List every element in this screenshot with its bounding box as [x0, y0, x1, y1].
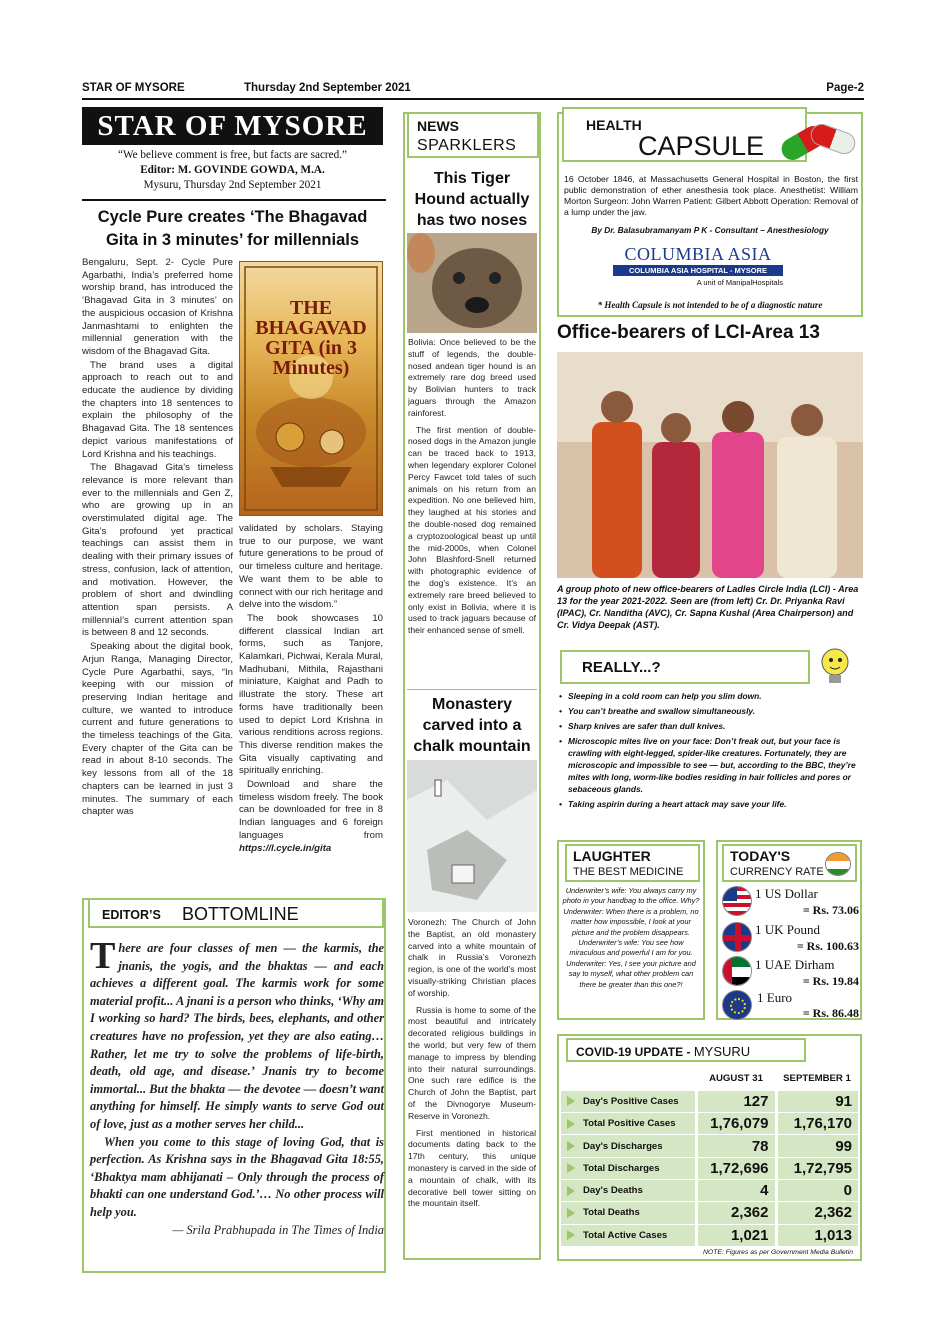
covid-row — [561, 1179, 858, 1201]
columbia-asia-logo — [613, 244, 783, 287]
arrow-icon — [567, 1186, 575, 1196]
covid-row-label — [561, 1179, 696, 1201]
lci-caption: A group photo of new office-bearers of Ladles Circle India (LCI) - Area 13 for the year 2021-2022. Seen are (from left) Cr. Dr. Priyanka Ravi (IPAC), Cr. Nanditha (AVC), Cr. Sapna Kushal (Area Chairperson) and Cr. Vidya Deepak (AST). — [557, 584, 859, 630]
story2-title: Monastery carved into a chalk mountain — [413, 696, 531, 755]
covid-value-sep1: 1,013 — [776, 1224, 858, 1246]
covid-label-sep: - — [683, 1045, 694, 1059]
currency-unit: 1 Euro — [757, 990, 793, 1005]
covid-label-bold: COVID-19 UPDATE — [576, 1045, 684, 1059]
currency-value: = Rs. 19.84 — [802, 974, 859, 988]
lightbulb-icon — [812, 642, 858, 688]
covid-rows — [561, 1090, 858, 1246]
currency-value: = Rs. 86.48 — [802, 1006, 859, 1020]
really-list — [558, 690, 862, 813]
covid-value-aug31: 78 — [696, 1135, 776, 1157]
currency-unit: 1 UK Pound — [755, 922, 821, 937]
pill-icon — [780, 118, 862, 166]
currency-value: = Rs. 100.63 — [796, 939, 859, 953]
sparklers-label: SPARKLERS — [417, 137, 517, 154]
covid-row-label — [561, 1157, 696, 1179]
covid-row-label — [561, 1202, 696, 1224]
covid-row — [561, 1135, 858, 1157]
health-byline: By Dr. Balasubramanyam P K - Consultant – Anesthesiology — [591, 225, 829, 235]
page-header — [82, 80, 864, 100]
arrow-icon — [567, 1141, 575, 1151]
monastery-photo — [407, 760, 537, 912]
covid-value-sep1: 2,362 — [776, 1202, 858, 1224]
covid-row-label — [561, 1090, 696, 1112]
covid-row-label-text: Day's Discharges — [583, 1140, 663, 1152]
story2-para: Voronezh: The Church of John the Baptist, an old monastery carved into a white mountain of chalk in Russia’s Voronezh region, is one of the world’s most visually-striking Christian places of worship. — [408, 917, 536, 998]
todays-label: TODAY'S — [730, 848, 791, 864]
covid-row-label — [561, 1224, 696, 1246]
covid-row-label-text: Day's Positive Cases — [583, 1095, 679, 1107]
story-divider — [407, 689, 537, 690]
header-page-number: Page-2 — [826, 82, 864, 94]
covid-value-aug31: 4 — [696, 1179, 776, 1201]
really-header — [560, 650, 810, 684]
covid-value-sep1: 99 — [776, 1135, 858, 1157]
lead-para — [239, 779, 383, 855]
covid-col-aug31: AUGUST 31 — [696, 1068, 776, 1090]
really-item: • You can’t breathe and swallow simultaneously. — [558, 705, 862, 717]
arrow-icon — [567, 1208, 575, 1218]
laughter-header — [565, 844, 700, 882]
covid-row — [561, 1202, 858, 1224]
logo-hospital: COLUMBIA ASIA HOSPITAL - MYSORE — [613, 265, 783, 276]
covid-place: MYSURU — [693, 1044, 751, 1059]
covid-row-label — [561, 1113, 696, 1135]
covid-row-label-text: Total Deaths — [583, 1207, 640, 1219]
dropcap: T — [90, 935, 116, 977]
lead-column-2 — [239, 523, 383, 856]
health-text: 16 October 1846, at Massachusetts General Hospital in Boston, the first public demonstration of ether anesthesia took place. Anesthetist: William Morton Surgeon: John Warren Patient: Gilbert Abbott Operation: Removal of a lump under the jaw. — [564, 174, 858, 217]
lead-para: The book showcases 10 different classical Indian art forms, such as Tanjore, Kalamkari, Pichwai, Kerala Mural, Madhubani, Mithila, Rajasthani miniature, Kaighat and Padh to illustrate the story. These art forms have traditionally been used to depict Lord Krishna in various renditions across regions. This diverse rendition makes the Gita visually captivating and spiritually enriching. — [239, 612, 383, 777]
best-medicine-label: THE BEST MEDICINE — [573, 866, 684, 878]
currency-unit: 1 US Dollar — [755, 886, 818, 901]
covid-col-sep1: SEPTEMBER 1 — [776, 1068, 858, 1090]
covid-row-label-text: Total Positive Cases — [583, 1118, 676, 1130]
arrow-icon — [567, 1119, 575, 1129]
story1-body — [408, 337, 536, 642]
lead-para: Speaking about the digital book, Arjun Ranga, Managing Director, Cycle Pure Agarbathi, says, “In keeping with our mission of preserving Indian heritage and culture, we wanted to introduce current and future generations to the timeless teachings of the Gita. Every chapter of the Gita can be read in about 8-10 seconds. The key lessons from all of the 18 chapters can be learned in just 3 minutes. The summary of each chapter was — [82, 641, 233, 818]
capsule-label: CAPSULE — [638, 131, 765, 161]
arrow-icon — [567, 1230, 575, 1240]
uae-flag-icon — [722, 956, 752, 986]
currency-rate-label: CURRENCY RATE — [730, 866, 824, 878]
news-label: NEWS — [417, 118, 459, 134]
really-item: • Taking aspirin during a heart attack may save your life. — [558, 798, 862, 810]
really-item: • Sleeping in a cold room can help you slim down. — [558, 690, 862, 702]
laughter-label: LAUGHTER — [573, 848, 651, 864]
covid-value-sep1: 1,76,170 — [776, 1113, 858, 1135]
currency-header — [722, 844, 857, 882]
group-photo-image — [557, 352, 863, 578]
health-disclaimer: * Health Capsule is not intended to be of a diagnostic nature — [597, 300, 823, 310]
covid-row — [561, 1224, 858, 1246]
lci-group-photo — [557, 352, 863, 578]
slogan: “We believe comment is free, but facts are sacred.” — [118, 149, 347, 161]
covid-value-sep1: 91 — [776, 1090, 858, 1112]
lead-para: The Bhagavad Gita’s timeless relevance is more relevant than ever to the millennials and Gen Z, who are growing up in an overstimulated digital age. The Gita’s profound yet practical teachings can assist them in dealing with their primary issues of stress, confusion, lack of attention, and motivation. However, the problem of short and dwindling attention span persists. A millennial’s current attention span is between 8 and 12 seconds. — [82, 462, 233, 639]
place-date: Mysuru, Thursday 2nd September 2021 — [143, 179, 322, 191]
story1-para: Bolivia: Once believed to be the stuff of legends, the double-nosed andean tiger hound is an extremely rare dog breed used by Bolivian hunters to track jaguars through the Amazon rainforest. — [408, 337, 536, 418]
arrow-icon — [567, 1096, 575, 1106]
gita-cover-title: THE BHAGAVAD GITA (in 3 Minutes) — [255, 297, 367, 379]
covid-note: NOTE: Figures as per Government Media Bulletin — [703, 1249, 853, 1256]
really-item: • Sharp knives are safer than dull knives. — [558, 720, 862, 732]
currency-value: = Rs. 73.06 — [802, 903, 859, 917]
gita-book-cover — [239, 261, 383, 516]
covid-row — [561, 1113, 858, 1135]
covid-row-label-text: Total Active Cases — [583, 1229, 668, 1241]
covid-value-aug31: 1,72,696 — [696, 1157, 776, 1179]
news-sparklers-header — [407, 112, 539, 158]
masthead-info — [82, 148, 383, 193]
lead-headline: Cycle Pure creates ‘The Bhagavad Gita in 3 minutes’ for millennials — [97, 208, 368, 249]
covid-value-aug31: 127 — [696, 1090, 776, 1112]
arrow-icon — [567, 1163, 575, 1173]
covid-label — [576, 1044, 750, 1059]
story2-para: Russia is home to some of the most beautiful and intricately decorated religious buildings in the world, but very few of them manage to impress by blending into their natural surroundings. One such rare edifice is the Church of John the Baptist, part of the Divnogorye Museum-Reserve in Voronezh. — [408, 1004, 536, 1121]
covid-value-sep1: 0 — [776, 1179, 858, 1201]
masthead-title: STAR OF MYSORE — [82, 107, 383, 145]
editor-bottomline-text — [90, 935, 384, 1239]
covid-row-label-text: Day's Deaths — [583, 1185, 643, 1197]
tiger-hound-photo — [407, 233, 537, 333]
health-capsule-header — [562, 107, 807, 162]
lead-para: validated by scholars. Staying true to our purpose, we want future generations to be proud of our timeless culture and heritage. We want them to be able to connect with our rich heritage and delve into the wisdom.” — [239, 523, 383, 611]
editor-label-bold: EDITOR’S — [102, 908, 161, 922]
really-label: REALLY...? — [582, 659, 661, 676]
editor-para-1: here are four classes of men — the karmis, the jnanis, the yogis, and the bhaktas — and each achieves a different goal. The karmis work for some material profit... A jnani is a person who thinks, ‘Why am I working so hard? The birds, bees, elephants, and other creatures have no profession, yet they are also eating… Rather, let me try to solve the problems of life-birth, death, old age, and disease.’ Jnanis try to become immortal... But the bhakta — the devotee — doesn’t want anything for himself. He simply wants to serve God out of love, just as a mother serves her child... — [90, 941, 384, 1131]
story1-para: The first mention of double-nosed dogs in the Amazon jungle can be traced back to 1913, when legendary explorer Colonel Percy Fawcet told tales of such animals on his return from an expedition. No one believed him, they laughed at his stories and the double-nosed dog remained a cryptozoological beast up until the mid-2000s, when Colonel John Blashford-Snell returned with photographic evidence of the dog’s existence. It’s an extremely rare breed believed to only exist in Bolivia, where it is used to track jaguars because of their enhanced sense of smell. — [408, 424, 536, 636]
header-date: Thursday 2nd September 2021 — [244, 82, 411, 94]
editor-line: Editor: M. GOVINDE GOWDA, M.A. — [140, 164, 325, 176]
story1-title: This Tiger Hound actually has two noses — [414, 170, 530, 229]
uk-flag-icon — [722, 922, 752, 952]
covid-value-aug31: 2,362 — [696, 1202, 776, 1224]
covid-value-sep1: 1,72,795 — [776, 1157, 858, 1179]
logo-unit: A unit of ManipalHospitals — [696, 278, 783, 287]
covid-row — [561, 1157, 858, 1179]
story2-para: First mentioned in historical documents dating back to the 17th century, this unique monastery is carved in the side of a mountain of chalk, with its decorative bell tower sitting on the mountain itself. — [408, 1127, 537, 1209]
covid-value-aug31: 1,76,079 — [696, 1113, 776, 1135]
header-paper-name: STAR OF MYSORE — [82, 82, 185, 94]
editor-attribution: — Srila Prabhupada in The Times of India — [172, 1222, 384, 1237]
covid-row-label-text: Total Discharges — [583, 1162, 660, 1174]
lead-para: Bengaluru, Sept. 2- Cycle Pure Agarbathi, India’s preferred home worship brand, has introduced the ‘Bhagavad Gita in 3 minutes’ on the auspicious occasion of Krishna Janmashtami to enlighten the millennial generation with the wisdom of the Bhagavad Gita. — [82, 257, 233, 357]
lead-para: The brand uses a digital approach to reach out to and educate the audience by dividing the chapters into 18 sentences to explain the philosophy of the Bhagavad Gita. The 18 sentences depict various manifestations of Lord Krishna and his teachings. — [82, 359, 233, 460]
covid-row-label — [561, 1135, 696, 1157]
laughter-joke: Underwriter’s wife: You always carry my photo in your handbag to the office. Why? Underwriter: When there is a problem, no matter how impossible, I look at your picture and the problem disappears. Underwriter’s wife: You see how miraculous and powerful I am for you. Underwriter: Yes, I see your picture and say to myself, what other problem can there be greater than this one?! — [562, 886, 700, 989]
currency-unit: 1 UAE Dirham — [755, 957, 835, 972]
editor-para-2: When you come to this stage of loving God, that is perfection. As Krishna says in the Bhagavad Gita 18:55, ‘Bhaktya mam abhijanati – Only through the process of bhakti can one understand God.’… No other process will help you. — [90, 1134, 384, 1219]
lead-column-1 — [82, 257, 233, 820]
india-flag-icon — [825, 852, 851, 876]
logo-brand: COLUMBIA ASIA — [624, 244, 772, 264]
covid-table — [561, 1068, 858, 1247]
really-item: • Microscopic mites live on your face: Don’t freak out, but your face is crawling with eight-legged, spider-like creatures. Fortunately, they are microscopic and impossible to see — but, according to the BBC, they’re mites with long, worm-like bodies residing in hair follicles and pores or sebaceous glands. — [558, 735, 862, 795]
covid-row — [561, 1090, 858, 1112]
editor-label: BOTTOMLINE — [182, 904, 299, 924]
us-flag-icon — [722, 886, 752, 916]
lead-para-text: Download and share the timeless wisdom freely. The book can be downloaded for free in 8 Indian languages and 6 foreign languages from — [239, 779, 383, 841]
covid-header — [566, 1038, 806, 1062]
covid-value-aug31: 1,021 — [696, 1224, 776, 1246]
eu-flag-icon — [722, 990, 752, 1020]
masthead-divider — [82, 199, 386, 201]
chalk-mountain-image — [407, 760, 537, 912]
lci-headline: Office-bearers of LCI-Area 13 — [557, 322, 820, 343]
dog-image — [407, 233, 537, 333]
health-label: HEALTH — [586, 117, 642, 133]
download-link[interactable]: https://l.cycle.in/gita — [239, 842, 332, 854]
editor-bottomline-title — [88, 898, 384, 928]
story2-body — [408, 917, 536, 1215]
